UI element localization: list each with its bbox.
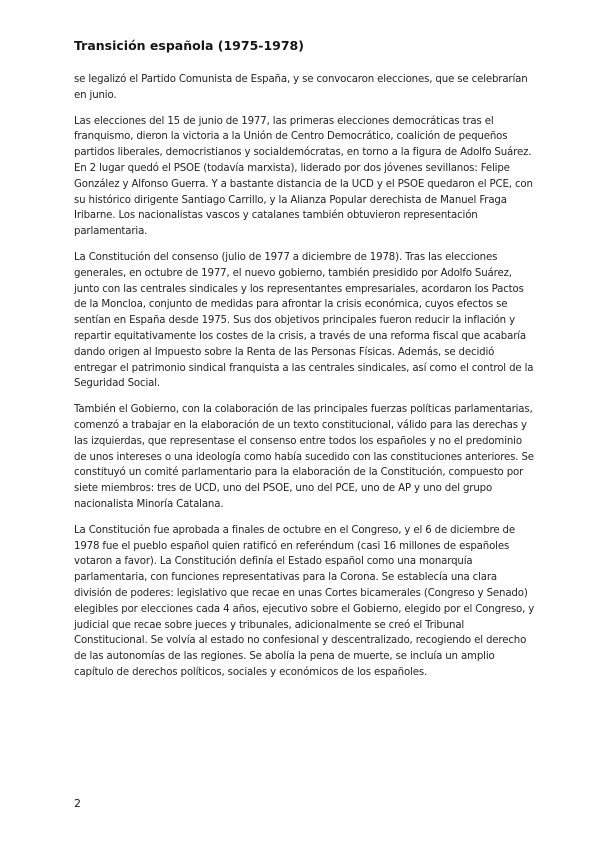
paragraph-elections-1977: Las elecciones del 15 de junio de 1977, las primeras elecciones democráticas tras el franquismo, dieron la victoria a la Unión de Centro Democrático, coalición de pequeños partidos liberales, democristianos y socialdemócratas, en torno a la figura de Adolfo Suárez. En 2 lugar quedó el PSOE (todavía marxista), liderado por dos jóvenes sevillanos: Felipe González y Alfonso Guerra. Y a bastante distancia de la UCD y el PSOE quedaron el PCE, con su histórico dirigente Santiago Carrillo, y la Alianza Popular derechista de Manuel Fraga Iribarne. Los nacionalistas vascos y catalanes también obtuvieron representación parlamentaria. xyxy=(74,115,533,238)
paragraph-legalization: se legalizó el Partido Comunista de España, y se convocaron elecciones, que se celebrarían en junio. xyxy=(74,74,528,101)
page-title: Transición española (1975-1978) xyxy=(74,38,304,53)
page-number: 2 xyxy=(74,797,81,810)
paragraph-consensus-constitution: La Constitución del consenso (julio de 1977 a diciembre de 1978). Tras las elecciones generales, en octubre de 1977, el nuevo gobierno, también presidido por Adolfo Suárez, junto con las centrales sindicales y los representantes empresariales, acordaron los Pactos de la Moncloa, conjunto de medidas para afrontar la crisis económica, cuyos efectos se sentían en España desde 1975. Sus dos objetivos principales fueron reducir la inflación y repartir equitativamente los costes de la crisis, a través de una reforma fiscal que acabaría dando origen al Impuesto sobre la Renta de las Personas Físicas. Además, se decidió entregar el patrimonio sindical franquista a las centrales sindicales, así como el control de la Seguridad Social. xyxy=(74,251,534,390)
paragraph-constitutional-committee: También el Gobierno, con la colaboración de las principales fuerzas políticas parlamentarias, comenzó a trabajar en la elaboración de un texto constitucional, válido para las derechas y las izquierdas, que representase el consenso entre todos los españoles y no el predominio de unos intereses o una ideología como había sucedido con las constituciones anteriores. Se constituyó un comité parlamentario para la elaboración de la Constitución, compuesto por siete miembros: tres de UCD, uno del PSOE, uno del PCE, uno de AP y uno del grupo nacionalista Minoría Catalana. xyxy=(74,404,534,510)
paragraph-constitution-approval: La Constitución fue aprobada a finales de octubre en el Congreso, y el 6 de diciembre de 1978 fue el pueblo español quien ratificó en referéndum (casi 16 millones de españoles votaron a favor). La Constitución definía el Estado español como una monarquía parlamentaria, con funciones representativas para la Corona. Se establecía una clara división de poderes: legislativo que recae en unas Cortes bicamerales (Congreso y Senado) elegibles por elecciones cada 4 años, ejecutivo sobre el Gobierno, elegido por el Congreso, y judicial que recae sobre jueces y tribunales, adicionalmente se creó el Tribunal Constitucional. Se volvía al estado no confesional y descentralizado, recogiendo el derecho de las autonomías de las regiones. Se abolía la pena de muerte, se incluía un amplio capítulo de derechos políticos, sociales y económicos de los españoles. xyxy=(74,524,535,678)
body-text xyxy=(74,72,536,691)
